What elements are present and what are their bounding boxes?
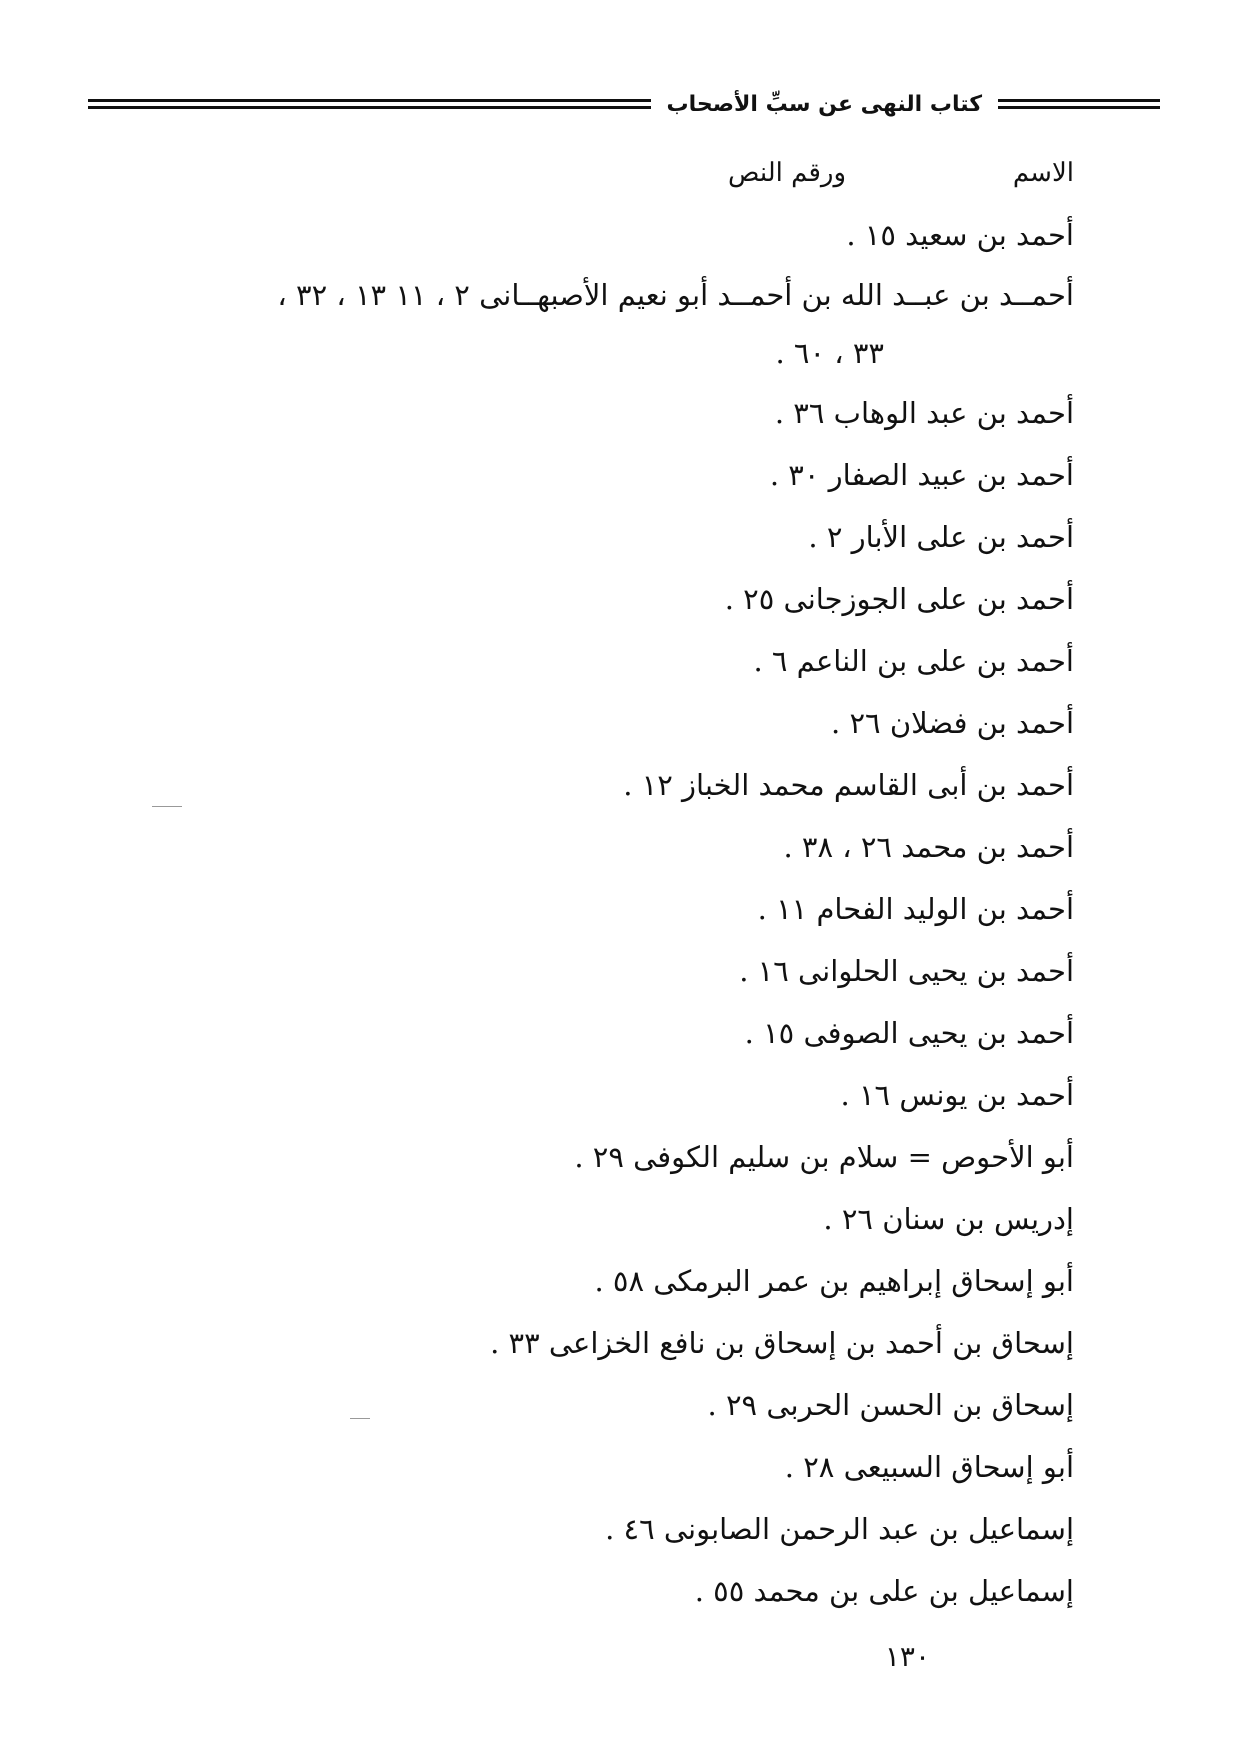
index-entry: إدريس بن سنان ٢٦ . xyxy=(823,1202,1074,1236)
index-entry: أحمد بن محمد ٢٦ ، ٣٨ . xyxy=(783,830,1074,864)
index-entry-continuation: ٣٣ ، ٦٠ . xyxy=(775,336,884,370)
index-entry: أحمد بن أبى القاسم محمد الخباز ١٢ . xyxy=(623,768,1074,802)
column-head-name: الاسم xyxy=(1012,158,1074,188)
index-entry: إسحاق بن أحمد بن إسحاق بن نافع الخزاعى ٣٣ . xyxy=(490,1326,1074,1360)
header-rule-left xyxy=(88,99,651,109)
column-heads xyxy=(314,158,1074,198)
index-entry xyxy=(124,266,1074,382)
index-entry: أحمد بن فضلان ٢٦ . xyxy=(831,706,1074,740)
index-entry: أبو الأحوص = سلام بن سليم الكوفى ٢٩ . xyxy=(574,1140,1074,1174)
index-entry: إسماعيل بن عبد الرحمن الصابونى ٤٦ . xyxy=(605,1512,1074,1546)
index-entry: أحمد بن يونس ١٦ . xyxy=(840,1078,1074,1112)
index-entry: أحمد بن على بن الناعم ٦ . xyxy=(753,644,1074,678)
index-entry: إسحاق بن الحسن الحربى ٢٩ . xyxy=(707,1388,1074,1422)
index-entry: أحمد بن عبد الوهاب ٣٦ . xyxy=(774,396,1074,430)
index-entry-text: أحمــد بن عبــد الله بن أحمــد أبو نعيم الأصبهــانى ٢ ، ١١ ١٣ ، ٣٢ ، xyxy=(277,278,1074,312)
column-head-number: ورقم النص xyxy=(728,158,846,188)
index-entry: أحمد بن عبيد الصفار ٣٠ . xyxy=(769,458,1074,492)
index-entry: أحمد بن على الأبار ٢ . xyxy=(808,520,1074,554)
index-entry: أحمد بن الوليد الفحام ١١ . xyxy=(757,892,1074,926)
header-rule-right xyxy=(998,99,1160,109)
scan-speck xyxy=(350,1418,370,1419)
scan-speck xyxy=(152,806,182,807)
header-title: كتاب النهى عن سبِّ الأصحاب xyxy=(666,91,982,117)
running-header xyxy=(88,86,1160,122)
index-entry: أحمد بن يحيى الصوفى ١٥ . xyxy=(744,1016,1074,1050)
index-entry: أحمد بن على الجوزجانى ٢٥ . xyxy=(724,582,1074,616)
index-entry: أحمد بن سعيد ١٥ . xyxy=(846,218,1074,252)
page-number: ١٣٠ xyxy=(884,1640,930,1673)
index-entry: أحمد بن يحيى الحلوانى ١٦ . xyxy=(739,954,1074,988)
index-entry: أبو إسحاق السبيعى ٢٨ . xyxy=(784,1450,1074,1484)
index-entry: إسماعيل بن على بن محمد ٥٥ . xyxy=(694,1574,1074,1608)
index-entries xyxy=(124,204,1074,1622)
index-entry: أبو إسحاق إبراهيم بن عمر البرمكى ٥٨ . xyxy=(594,1264,1074,1298)
